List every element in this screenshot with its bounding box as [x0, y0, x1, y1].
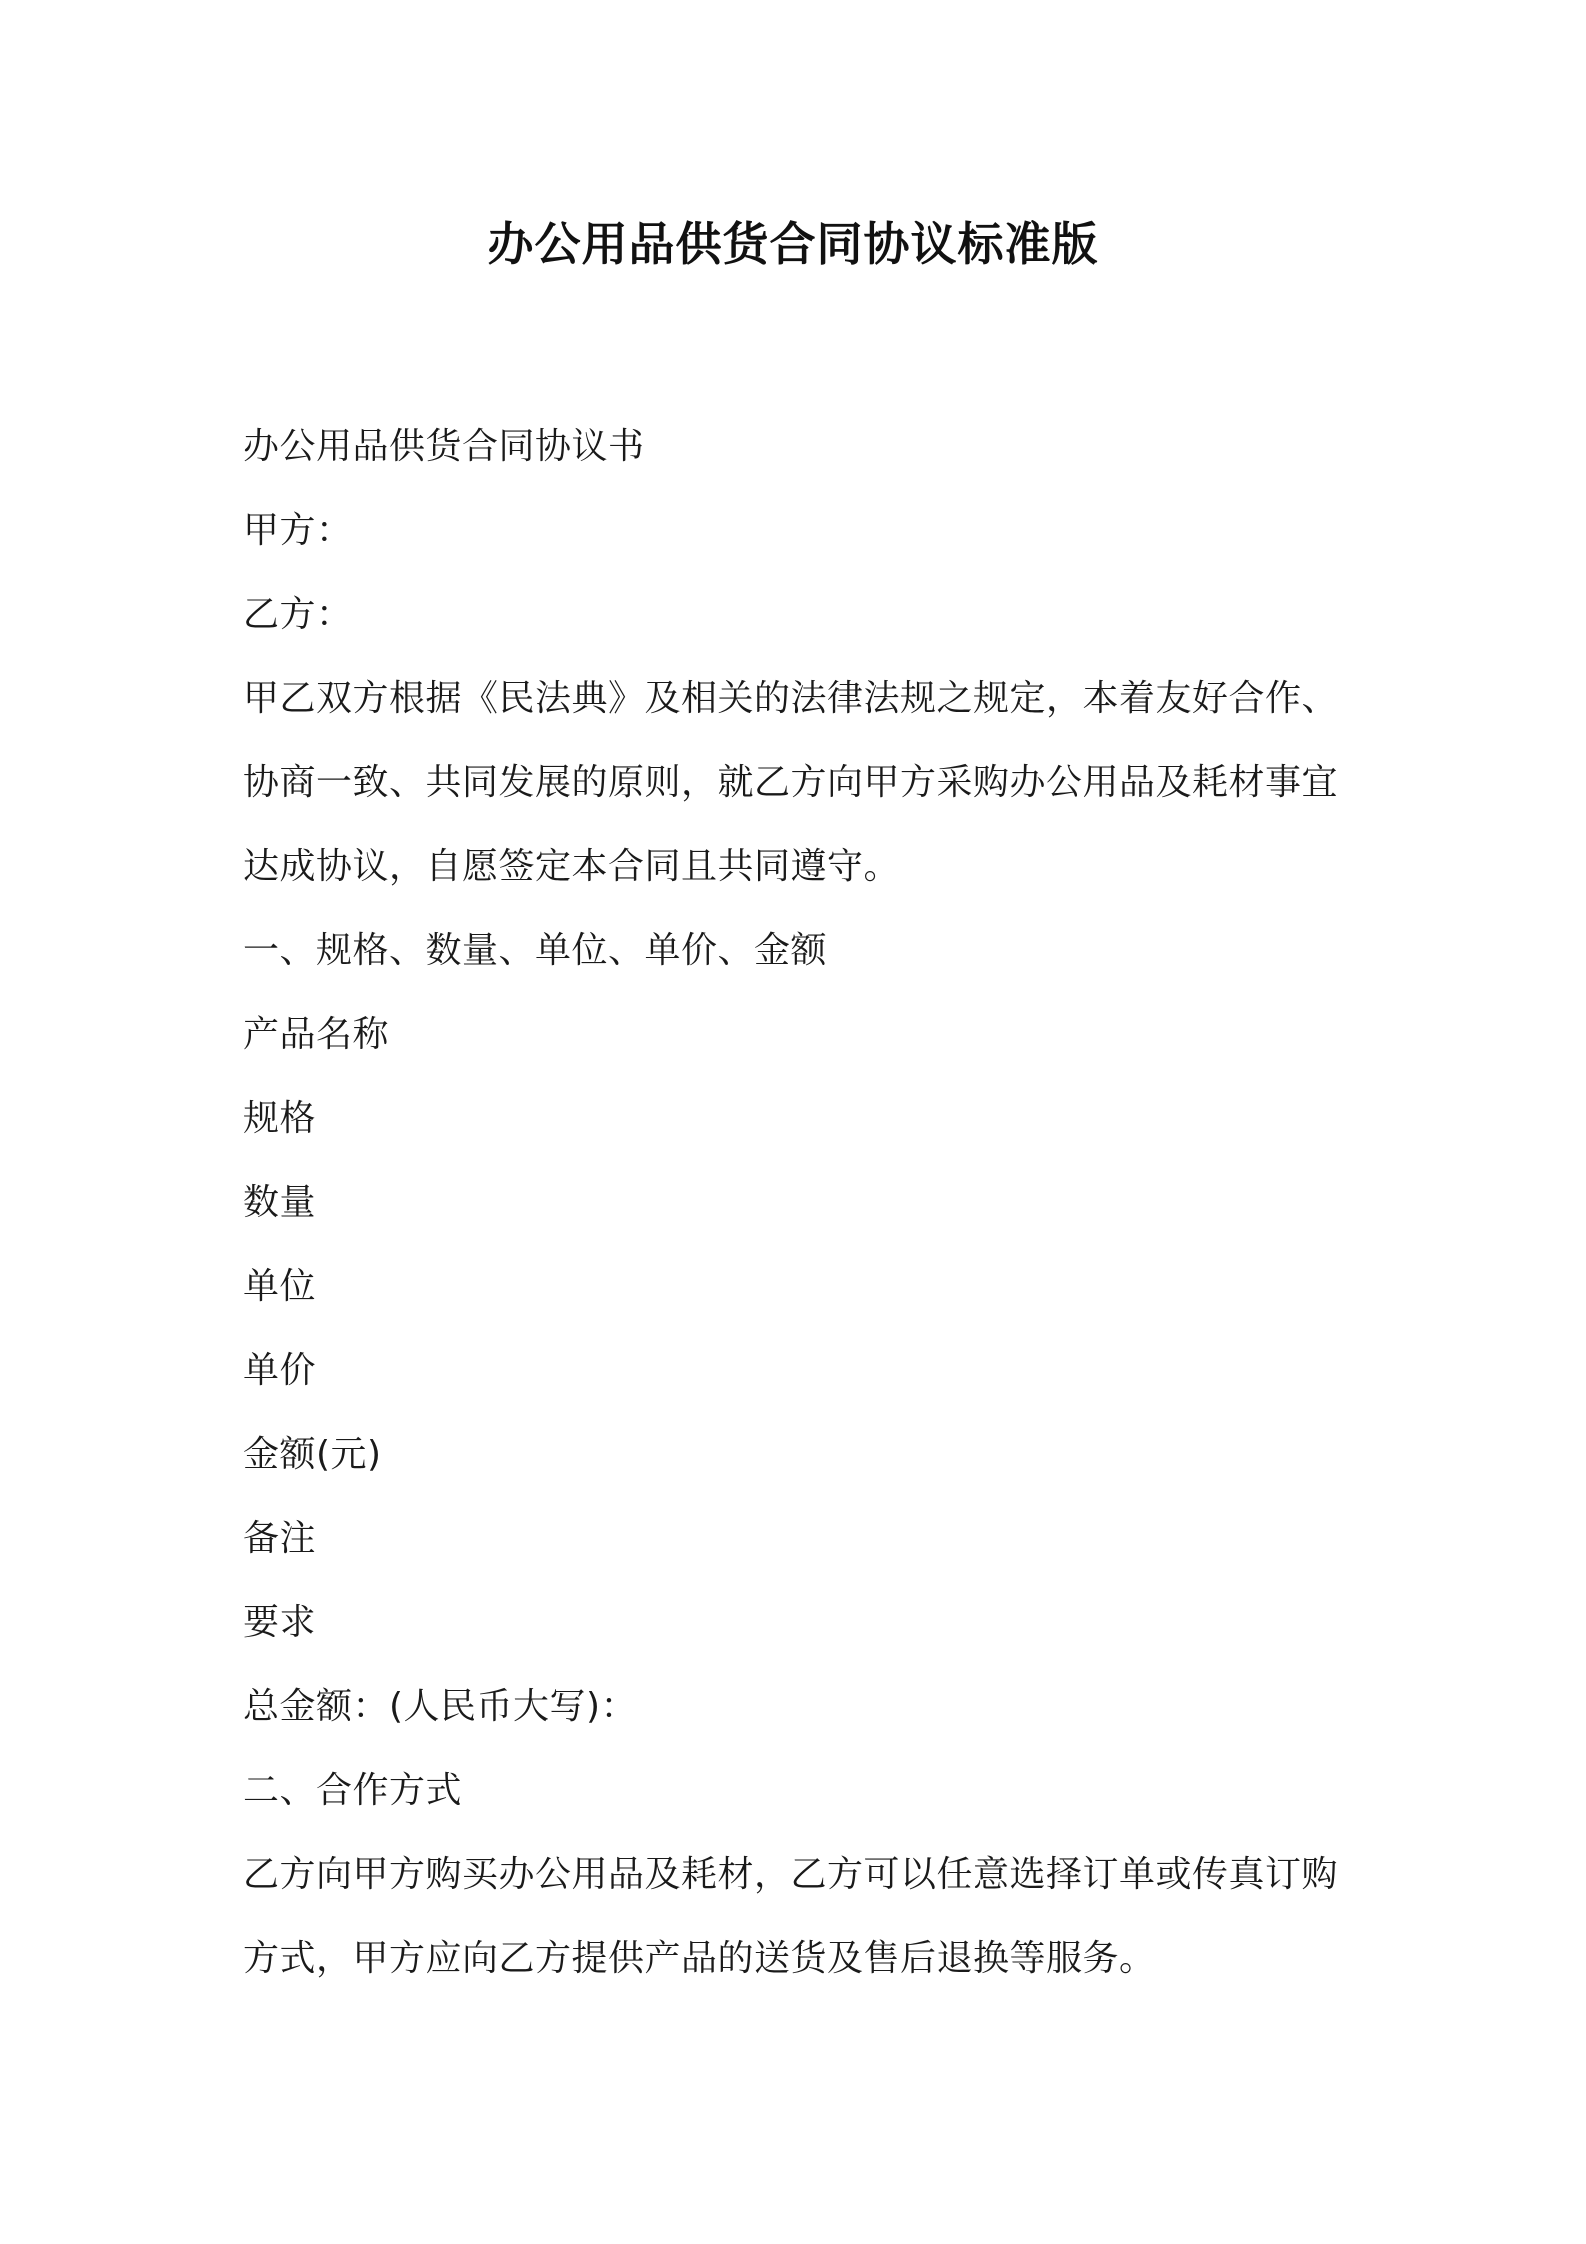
- field-unit-price: 单价: [243, 1350, 317, 1391]
- field-remarks: 备注: [243, 1518, 317, 1559]
- field-product-name: 产品名称: [243, 1014, 390, 1055]
- section-1-heading: 一、规格、数量、单位、单价、金额: [243, 930, 828, 971]
- field-specification: 规格: [243, 1098, 317, 1139]
- preamble-line: 协商一致、共同发展的原则，就乙方向甲方采购办公用品及耗材事宜: [243, 762, 1339, 803]
- field-unit: 单位: [243, 1266, 317, 1307]
- party-b-label: 乙方：: [243, 594, 353, 635]
- document-title: 办公用品供货合同协议标准版: [487, 217, 1099, 271]
- field-amount: 金额(元): [243, 1434, 382, 1475]
- cooperation-line: 方式，甲方应向乙方提供产品的送货及售后退换等服务。: [243, 1938, 1156, 1979]
- agreement-subtitle: 办公用品供货合同协议书: [243, 426, 645, 467]
- section-2-heading: 二、合作方式: [243, 1770, 463, 1811]
- party-a-label: 甲方：: [243, 510, 353, 551]
- cooperation-line: 乙方向甲方购买办公用品及耗材，乙方可以任意选择订单或传真订购: [243, 1854, 1339, 1895]
- preamble-line: 达成协议，自愿签定本合同且共同遵守。: [243, 846, 901, 887]
- preamble-line: 甲乙双方根据《民法典》及相关的法律法规之规定，本着友好合作、: [243, 678, 1339, 719]
- total-amount-line: 总金额：(人民币大写)：: [243, 1686, 638, 1727]
- document-body: [243, 405, 1363, 2001]
- field-quantity: 数量: [243, 1182, 317, 1223]
- field-requirements: 要求: [243, 1602, 317, 1643]
